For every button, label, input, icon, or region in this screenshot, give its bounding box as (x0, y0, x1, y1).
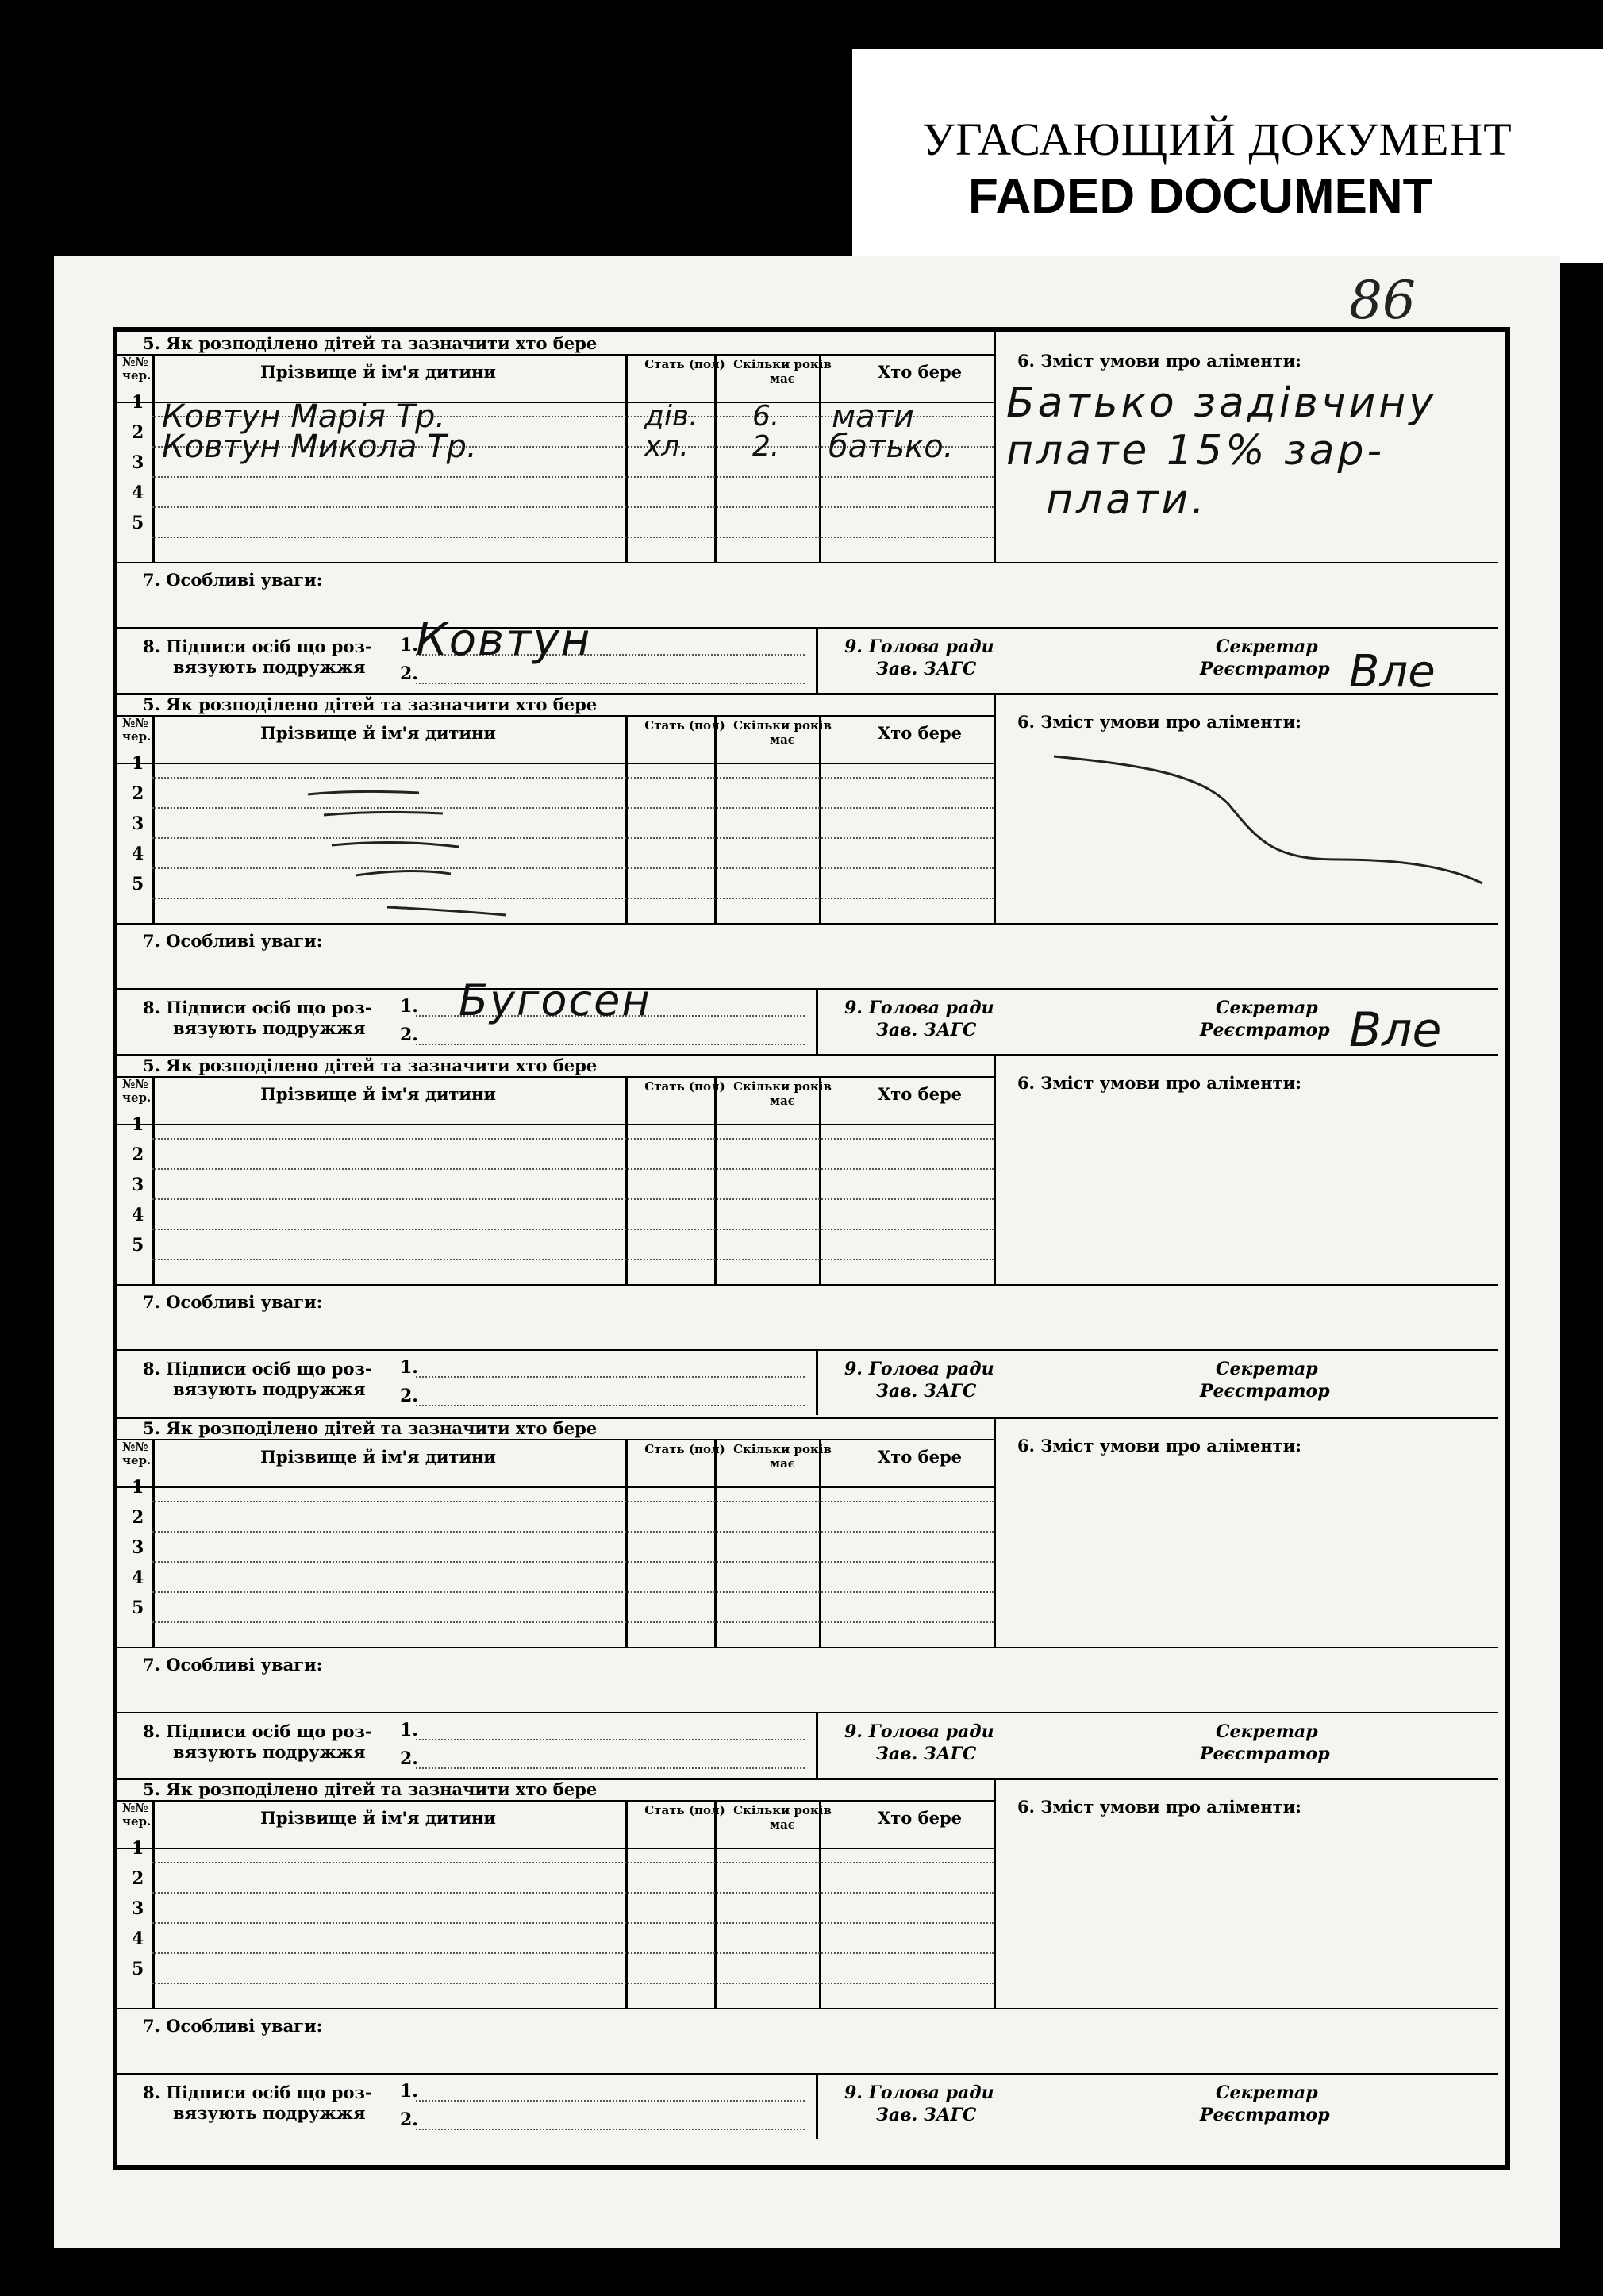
signature-2-line (416, 1044, 805, 1045)
col-age-header: Скільки років має (733, 1079, 832, 1108)
signature-1-value: Ковтун (416, 614, 592, 666)
child-1-age: 6. (752, 400, 780, 433)
signature-2-number: 2. (400, 1386, 418, 1406)
section-7-title: 7. Особливі уваги: (143, 2016, 323, 2036)
signature-1-number: 1. (400, 1357, 418, 1378)
row-dotted-line (152, 537, 994, 538)
table-top-line (117, 1076, 994, 1078)
col-divider (819, 715, 821, 923)
signature-1-number: 1. (400, 2081, 418, 2102)
col-age-header: Скільки років має (733, 1803, 832, 1832)
col-age-header: Скільки років має (733, 357, 832, 386)
col-divider (625, 1076, 628, 1284)
banner-line-ru: УГАСАЮЩИЙ ДОКУМЕНТ (922, 113, 1513, 165)
secretary-label: Секретар (1216, 1359, 1318, 1379)
section-8-title: 8. Підписи осіб що роз- (143, 1359, 372, 1379)
col-age-header: Скільки років має (733, 1442, 832, 1471)
row-dotted-line (152, 1621, 994, 1623)
row-number: 3 (132, 452, 144, 473)
row-number: 3 (132, 813, 144, 834)
section-7-title: 7. Особливі уваги: (143, 1655, 323, 1675)
section-7-line (117, 1284, 1498, 1286)
signature-2-line (416, 683, 805, 684)
section-6-title: 6. Зміст умови про аліменти: (1017, 1797, 1301, 1817)
section-6-divider (994, 332, 996, 562)
signature-1-value: Бугосен (459, 975, 652, 1025)
signature-1-line (416, 2100, 805, 2102)
col-divider (152, 354, 155, 562)
row-number: 2 (132, 1144, 144, 1165)
row-number: 3 (132, 1175, 144, 1195)
row-number: 5 (132, 513, 144, 533)
secretary-label: Секретар (1216, 1721, 1318, 1742)
section-7-line (117, 1647, 1498, 1648)
col-number-header: №№ чер. (122, 1801, 152, 1829)
section-8-title: 8. Підписи осіб що роз- (143, 1721, 372, 1741)
signature-2-line (416, 1405, 805, 1406)
section-6-title: 6. Зміст умови про аліменти: (1017, 1436, 1301, 1456)
col-divider (819, 1439, 821, 1647)
table-top-line (117, 1800, 994, 1802)
signature-1-number: 1. (400, 1720, 418, 1740)
row-number: 4 (132, 1205, 144, 1225)
row-number: 5 (132, 874, 144, 894)
row-dotted-line (152, 1561, 994, 1563)
col-name-header: Прізвище й ім'я дитини (260, 723, 496, 743)
record-block-4 (117, 1417, 1498, 1778)
signature-1-number: 1. (400, 996, 418, 1017)
col-divider (625, 1800, 628, 2008)
section-7-title: 7. Особливі уваги: (143, 570, 323, 590)
section-6-title: 6. Зміст умови про аліменти: (1017, 712, 1301, 732)
section-8-line (117, 627, 1498, 629)
section-6-divider (994, 693, 996, 923)
section-8-line (117, 2073, 1498, 2075)
row-number: 1 (132, 753, 144, 774)
signature-2-number: 2. (400, 1025, 418, 1045)
col-divider (152, 1439, 155, 1647)
section-8-line (117, 988, 1498, 990)
col-divider (819, 354, 821, 562)
section-8-subtitle: вязують подружжя (173, 1379, 366, 1399)
row-number: 5 (132, 1959, 144, 1979)
row-number: 5 (132, 1598, 144, 1618)
signature-2-line (416, 1767, 805, 1769)
row-number: 1 (132, 1838, 144, 1859)
row-dotted-line (152, 1229, 994, 1230)
registrar-label: Реєстратор (1200, 1744, 1330, 1764)
page-number: 86 (1349, 270, 1416, 331)
section-7-title: 7. Особливі уваги: (143, 931, 323, 951)
row-dotted-line (152, 1862, 994, 1863)
row-dotted-line (152, 1501, 994, 1502)
record-block-3 (117, 1054, 1498, 1415)
col-divider (714, 1439, 717, 1647)
section-9-title: 9. Голова ради (844, 1359, 994, 1379)
col-who-header: Хто бере (877, 723, 963, 743)
child-2-age: 2. (752, 430, 780, 463)
row-dotted-line (152, 1952, 994, 1954)
section-9-title: 9. Голова ради (844, 2083, 994, 2103)
row-number: 2 (132, 783, 144, 804)
col-divider (625, 1439, 628, 1647)
section-9-subtitle: Зав. ЗАГС (876, 1020, 977, 1040)
col-divider (714, 354, 717, 562)
col-divider (152, 715, 155, 923)
banner-line-en: FADED DOCUMENT (968, 169, 1433, 224)
section-9-divider (816, 627, 818, 693)
row-number: 1 (132, 1477, 144, 1498)
section-8-title: 8. Підписи осіб що роз- (143, 998, 372, 1017)
col-divider (819, 1076, 821, 1284)
signature-2-number: 2. (400, 2109, 418, 2130)
col-divider (714, 1076, 717, 1284)
registrar-signature: Вле (1349, 1002, 1442, 1058)
row-number: 4 (132, 1929, 144, 1949)
secretary-label: Секретар (1216, 998, 1318, 1018)
col-sex-header: Стать (пол) (644, 1442, 725, 1456)
row-number: 5 (132, 1235, 144, 1256)
section-8-subtitle: вязують подружжя (173, 1742, 366, 1762)
row-dotted-line (152, 1591, 994, 1593)
secretary-label: Секретар (1216, 636, 1318, 657)
section-6-divider (994, 1778, 996, 2008)
section-9-title: 9. Голова ради (844, 1721, 994, 1742)
section-8-title: 8. Підписи осіб що роз- (143, 636, 372, 656)
row-number: 3 (132, 1898, 144, 1919)
alimony-line-2: плате 15% зар- (1006, 427, 1386, 475)
row-number: 4 (132, 483, 144, 503)
section-7-title: 7. Особливі уваги: (143, 1292, 323, 1312)
section-5-title: 5. Як розподілено дітей та зазначити хто бере (143, 1056, 598, 1075)
row-dotted-line (152, 1198, 994, 1200)
row-number: 1 (132, 392, 144, 413)
signature-1-number: 1. (400, 635, 418, 656)
row-dotted-line (152, 476, 994, 478)
table-header-line (117, 1486, 994, 1488)
secretary-label: Секретар (1216, 2083, 1318, 2103)
section-5-title: 5. Як розподілено дітей та зазначити хто бере (143, 1418, 598, 1438)
section-9-title: 9. Голова ради (844, 998, 994, 1018)
registrar-label: Реєстратор (1200, 1381, 1330, 1402)
registrar-label: Реєстратор (1200, 1020, 1330, 1040)
child-2-name: Ковтун Микола Тр. (162, 429, 477, 465)
row-number: 3 (132, 1537, 144, 1558)
section-8-subtitle: вязують подружжя (173, 1018, 366, 1038)
row-dotted-line (152, 1168, 994, 1170)
row-dotted-line (152, 1531, 994, 1533)
col-sex-header: Стать (пол) (644, 1079, 725, 1094)
registrar-signature: Вле (1349, 646, 1436, 698)
record-block-1 (117, 332, 1498, 698)
section-9-subtitle: Зав. ЗАГС (876, 659, 977, 679)
section-7-line (117, 2008, 1498, 2009)
col-name-header: Прізвище й ім'я дитини (260, 362, 496, 382)
registrar-label: Реєстратор (1200, 659, 1330, 679)
table-top-line (117, 354, 994, 356)
section-7-line (117, 923, 1498, 925)
col-divider (152, 1076, 155, 1284)
section-9-title: 9. Голова ради (844, 636, 994, 657)
alimony-line-3: плати. (1046, 476, 1208, 524)
row-dotted-line (152, 506, 994, 508)
section-8-subtitle: вязують подружжя (173, 2103, 366, 2123)
section-5-title: 5. Як розподілено дітей та зазначити хто бере (143, 1779, 598, 1799)
col-sex-header: Стать (пол) (644, 357, 725, 371)
row-number: 2 (132, 422, 144, 443)
signature-2-number: 2. (400, 1748, 418, 1769)
alimony-line-1: Батько задівчину (1006, 379, 1437, 427)
col-name-header: Прізвище й ім'я дитини (260, 1084, 496, 1104)
col-age-header: Скільки років має (733, 718, 832, 747)
crossout-strokes (244, 748, 721, 923)
section-9-divider (816, 1712, 818, 1778)
section-8-line (117, 1349, 1498, 1351)
table-header-line (117, 1124, 994, 1125)
col-divider (625, 354, 628, 562)
row-dotted-line (152, 1892, 994, 1894)
child-1-name: Ковтун Марія Тр. (162, 398, 446, 435)
section-9-subtitle: Зав. ЗАГС (876, 1744, 977, 1764)
record-block-2 (117, 693, 1498, 1058)
col-number-header: №№ чер. (122, 716, 152, 744)
row-dotted-line (152, 1259, 994, 1260)
section-9-subtitle: Зав. ЗАГС (876, 1381, 977, 1402)
row-dotted-line (152, 1983, 994, 1984)
table-top-line (117, 1439, 994, 1440)
col-who-header: Хто бере (877, 1447, 963, 1467)
signature-2-number: 2. (400, 663, 418, 684)
row-dotted-line (152, 1138, 994, 1140)
section-8-subtitle: вязують подружжя (173, 657, 366, 677)
section-9-divider (816, 2073, 818, 2139)
section-5-title: 5. Як розподілено дітей та зазначити хто бере (143, 333, 598, 353)
row-number: 4 (132, 844, 144, 864)
signature-1-line (416, 1739, 805, 1740)
section-6-divider (994, 1054, 996, 1284)
child-2-sex: хл. (644, 430, 689, 463)
col-sex-header: Стать (пол) (644, 1803, 725, 1817)
col-divider (714, 1800, 717, 2008)
alimony-crossout (1038, 740, 1498, 899)
record-block-5 (117, 1778, 1498, 2139)
signature-2-line (416, 2129, 805, 2130)
table-header-line (117, 1848, 994, 1849)
signature-1-line (416, 1376, 805, 1378)
faded-document-banner (848, 49, 1603, 263)
row-number: 4 (132, 1567, 144, 1588)
col-divider (819, 1800, 821, 2008)
section-7-line (117, 562, 1498, 563)
col-who-header: Хто бере (877, 362, 963, 382)
row-number: 2 (132, 1507, 144, 1528)
section-5-title: 5. Як розподілено дітей та зазначити хто бере (143, 694, 598, 714)
child-1-who: мати (832, 398, 914, 435)
col-sex-header: Стать (пол) (644, 718, 725, 733)
section-8-title: 8. Підписи осіб що роз- (143, 2083, 372, 2102)
section-6-title: 6. Зміст умови про аліменти: (1017, 351, 1301, 371)
col-name-header: Прізвище й ім'я дитини (260, 1447, 496, 1467)
child-1-sex: дів. (644, 400, 698, 433)
col-name-header: Прізвище й ім'я дитини (260, 1808, 496, 1828)
section-9-divider (816, 988, 818, 1054)
section-8-line (117, 1712, 1498, 1713)
section-9-divider (816, 1349, 818, 1415)
col-divider (152, 1800, 155, 2008)
registrar-label: Реєстратор (1200, 2105, 1330, 2125)
row-dotted-line (152, 1922, 994, 1924)
child-2-who: батько. (828, 429, 954, 465)
section-6-divider (994, 1417, 996, 1647)
col-who-header: Хто бере (877, 1808, 963, 1828)
col-number-header: №№ чер. (122, 1440, 152, 1467)
col-number-header: №№ чер. (122, 1077, 152, 1105)
col-who-header: Хто бере (877, 1084, 963, 1104)
row-number: 2 (132, 1868, 144, 1889)
section-6-title: 6. Зміст умови про аліменти: (1017, 1073, 1301, 1093)
table-top-line (117, 715, 994, 717)
col-number-header: №№ чер. (122, 355, 152, 383)
row-number: 1 (132, 1114, 144, 1135)
section-9-subtitle: Зав. ЗАГС (876, 2105, 977, 2125)
